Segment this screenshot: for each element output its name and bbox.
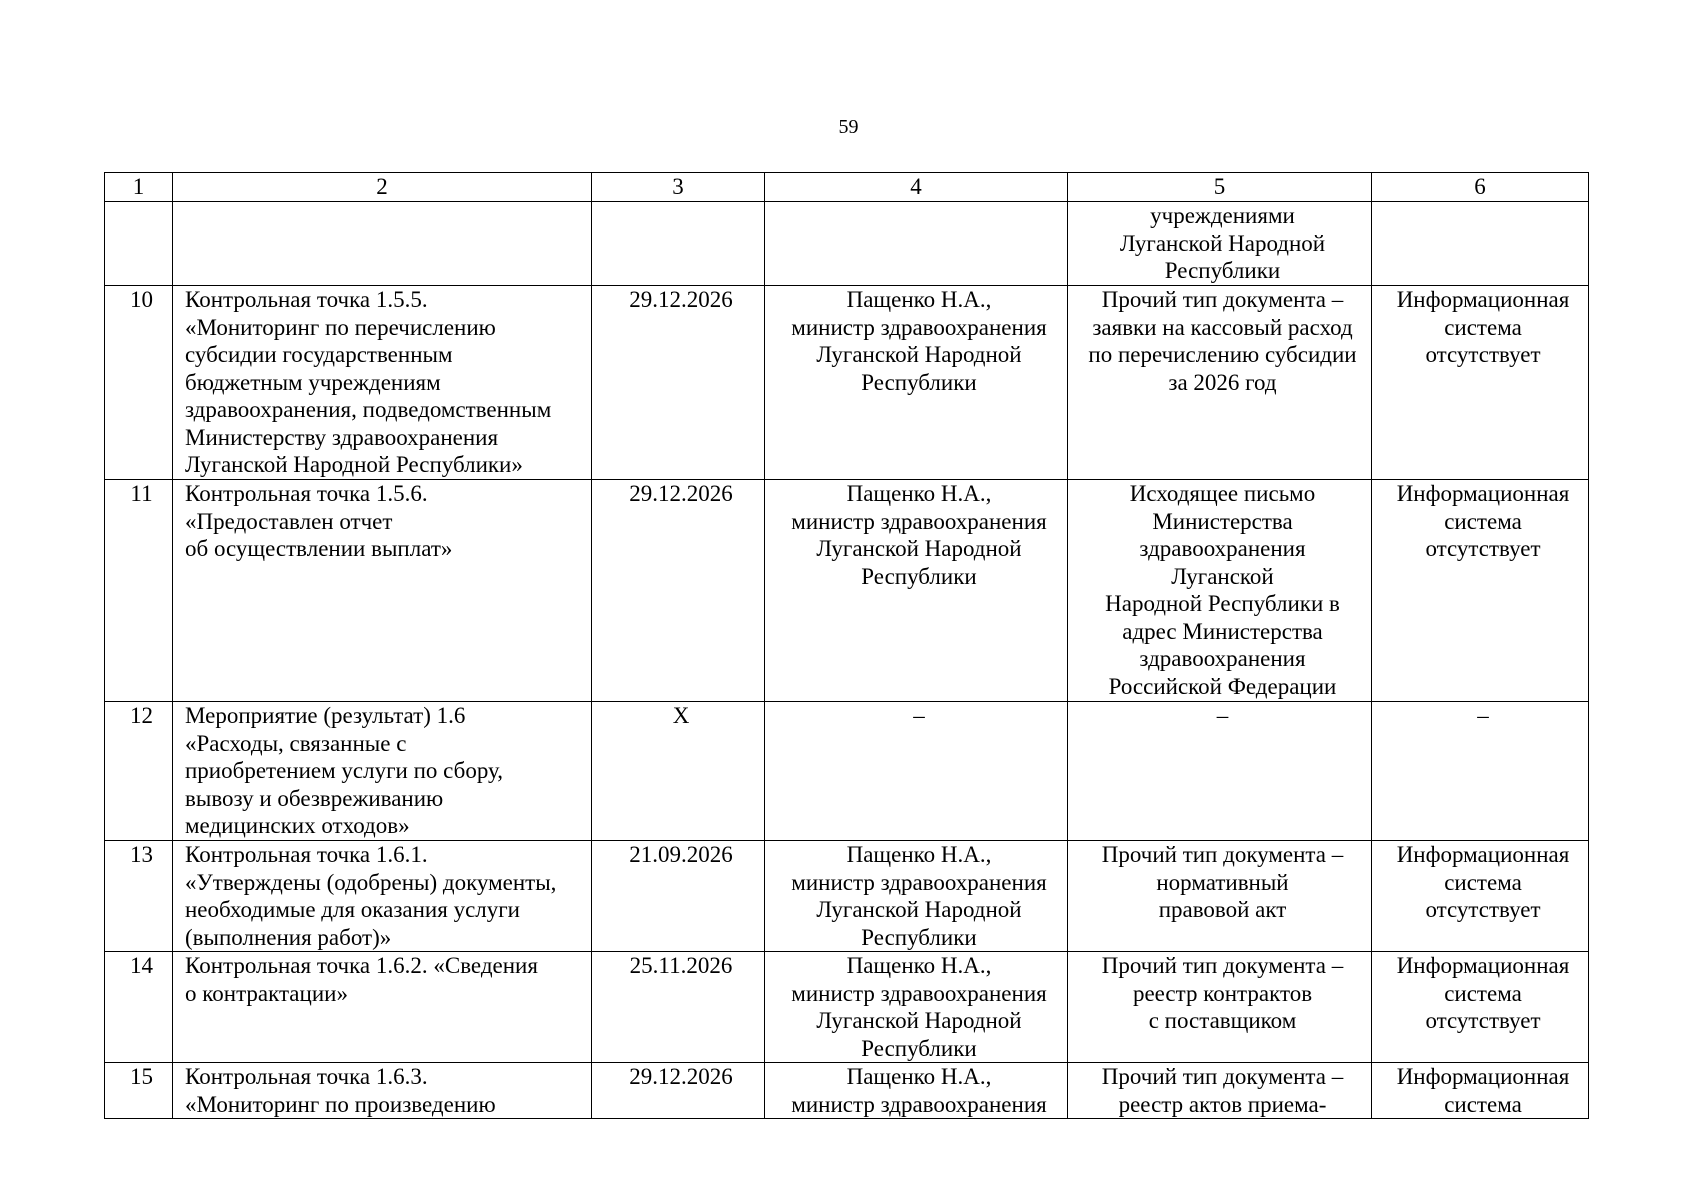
- row-document: –: [1068, 702, 1372, 841]
- table-row: [105, 202, 1589, 286]
- table-row: [105, 1063, 1589, 1119]
- row-responsible: Пащенко Н.А., министр здравоохранения Луганской Народной Республики: [765, 480, 1068, 702]
- header-col-4: 4: [765, 173, 1068, 202]
- row-name: Контрольная точка 1.6.2. «Сведения о контрактации»: [173, 952, 592, 1063]
- row-system: Информационная система: [1372, 1063, 1589, 1119]
- row-date: Х: [592, 702, 765, 841]
- row-date: 21.09.2026: [592, 841, 765, 952]
- header-col-1: 1: [105, 173, 173, 202]
- row-system: Информационная система отсутствует: [1372, 286, 1589, 480]
- row-name: Мероприятие (результат) 1.6 «Расходы, связанные с приобретением услуги по сбору, вывозу и обезвреживанию медицинских отходов»: [173, 702, 592, 841]
- row-date: 29.12.2026: [592, 1063, 765, 1119]
- row-name: Контрольная точка 1.6.1. «Утверждены (одобрены) документы, необходимые для оказания услуги (выполнения работ)»: [173, 841, 592, 952]
- table-row: [105, 286, 1589, 480]
- page-number: 59: [838, 116, 859, 138]
- row-responsible: Пащенко Н.А., министр здравоохранения Луганской Народной Республики: [765, 286, 1068, 480]
- row-responsible: –: [765, 702, 1068, 841]
- row-system: [1372, 202, 1589, 286]
- table-row: [105, 952, 1589, 1063]
- row-name: Контрольная точка 1.5.6. «Предоставлен отчет об осуществлении выплат»: [173, 480, 592, 702]
- row-date: 29.12.2026: [592, 286, 765, 480]
- row-number: 12: [105, 702, 173, 841]
- row-system: Информационная система отсутствует: [1372, 952, 1589, 1063]
- row-responsible: [765, 202, 1068, 286]
- row-system: Информационная система отсутствует: [1372, 480, 1589, 702]
- row-number: 10: [105, 286, 173, 480]
- table-row: [105, 702, 1589, 841]
- row-name: Контрольная точка 1.6.3. «Мониторинг по произведению: [173, 1063, 592, 1119]
- row-number: [105, 202, 173, 286]
- row-responsible: Пащенко Н.А., министр здравоохранения Луганской Народной Республики: [765, 952, 1068, 1063]
- row-responsible: Пащенко Н.А., министр здравоохранения: [765, 1063, 1068, 1119]
- table-row: [105, 480, 1589, 702]
- row-date: 25.11.2026: [592, 952, 765, 1063]
- row-number: 11: [105, 480, 173, 702]
- table-row: [105, 841, 1589, 952]
- row-document: Прочий тип документа – реестр актов приема-: [1068, 1063, 1372, 1119]
- row-name: [173, 202, 592, 286]
- row-number: 15: [105, 1063, 173, 1119]
- header-col-3: 3: [592, 173, 765, 202]
- row-number: 13: [105, 841, 173, 952]
- row-name: Контрольная точка 1.5.5. «Мониторинг по перечислению субсидии государственным бюджетным учреждениям здравоохранения, подведомственным Министерству здравоохранения Луганской Народной Республики»: [173, 286, 592, 480]
- header-col-6: 6: [1372, 173, 1589, 202]
- header-col-5: 5: [1068, 173, 1372, 202]
- header-row: [105, 173, 1589, 202]
- row-document: Прочий тип документа – реестр контрактов с поставщиком: [1068, 952, 1372, 1063]
- row-responsible: Пащенко Н.А., министр здравоохранения Луганской Народной Республики: [765, 841, 1068, 952]
- row-date: 29.12.2026: [592, 480, 765, 702]
- row-document: Прочий тип документа – нормативный правовой акт: [1068, 841, 1372, 952]
- row-document: Прочий тип документа – заявки на кассовый расход по перечислению субсидии за 2026 год: [1068, 286, 1372, 480]
- row-system: Информационная система отсутствует: [1372, 841, 1589, 952]
- control-points-table: [104, 172, 1589, 1119]
- row-system: –: [1372, 702, 1589, 841]
- row-number: 14: [105, 952, 173, 1063]
- row-document: Исходящее письмо Министерства здравоохранения Луганской Народной Республики в адрес Министерства здравоохранения Российской Федерации: [1068, 480, 1372, 702]
- row-document: учреждениями Луганской Народной Республики: [1068, 202, 1372, 286]
- header-col-2: 2: [173, 173, 592, 202]
- row-date: [592, 202, 765, 286]
